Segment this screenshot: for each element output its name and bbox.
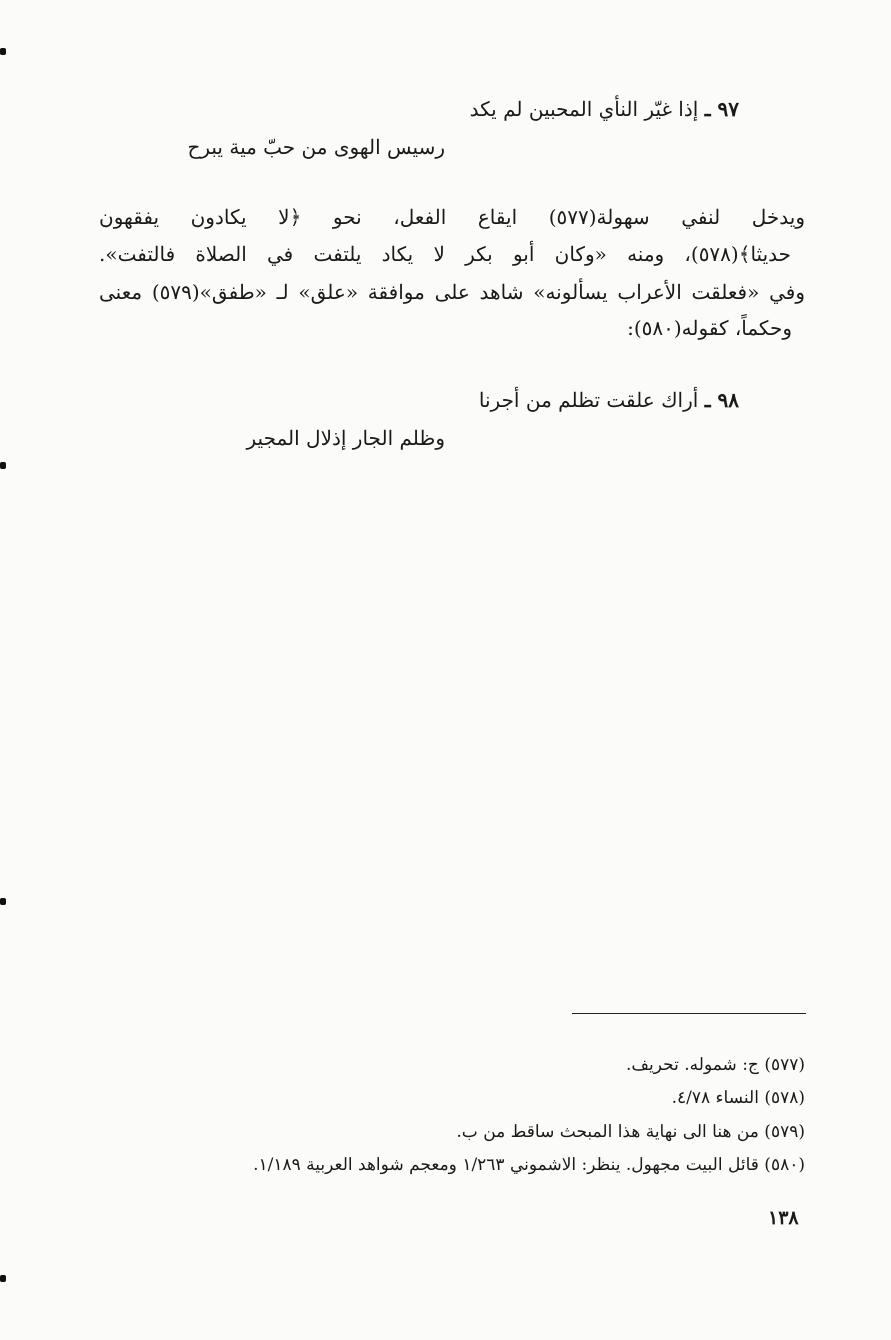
page-number: ١٣٨: [768, 1207, 799, 1229]
verse-97-first-hemistich: [470, 94, 739, 124]
footnote-579: (٥٧٩) من هنا الى نهاية هذا المبحث ساقط من ب.: [456, 1122, 805, 1142]
paragraph-line: حديثا﴾(٥٧٨)، ومنه «وكان أبو بكر لا يكاد يلتفت في الصلاة فالتفت».: [99, 242, 791, 266]
footnote-580: (٥٨٠) قائل البيت مجهول. ينظر: الاشموني ١/٢٦٣ ومعجم شواهد العربية ١/١٨٩.: [253, 1155, 805, 1175]
verse-number: ٩٧ ـ: [704, 97, 739, 121]
verse-text: أراك علقت تظلم من أجرنا: [478, 388, 699, 412]
footnote-578: (٥٧٨) النساء ٤/٧٨.: [671, 1088, 805, 1108]
paragraph-line: ويدخل لنفي سهولة(٥٧٧) ايقاع الفعل، نحو ﴿لا يكادون يفقهون: [99, 205, 805, 229]
verse-text: إذا غيّر النأي المحبين لم يكد: [469, 97, 699, 121]
footnote-separator: [572, 1013, 806, 1014]
scan-mark: [0, 462, 6, 469]
paragraph-line: وفي «فعلقت الأعراب يسألونه» شاهد على موافقة «علق» لـ «طفق»(٥٧٩) معنى: [99, 280, 805, 304]
scan-mark: [0, 1275, 6, 1282]
paragraph-line: وحكماً، كقوله(٥٨٠):: [627, 316, 792, 340]
scan-mark: [0, 898, 6, 905]
verse-97-second-hemistich: رسيس الهوى من حبّ مية يبرح: [187, 135, 445, 159]
verse-98-first-hemistich: [479, 385, 739, 415]
scan-mark: [0, 48, 6, 55]
verse-number: ٩٨ ـ: [704, 388, 739, 412]
verse-98-second-hemistich: وظلم الجار إذلال المجير: [246, 426, 445, 450]
footnote-577: (٥٧٧) ج: شموله. تحريف.: [626, 1055, 805, 1075]
